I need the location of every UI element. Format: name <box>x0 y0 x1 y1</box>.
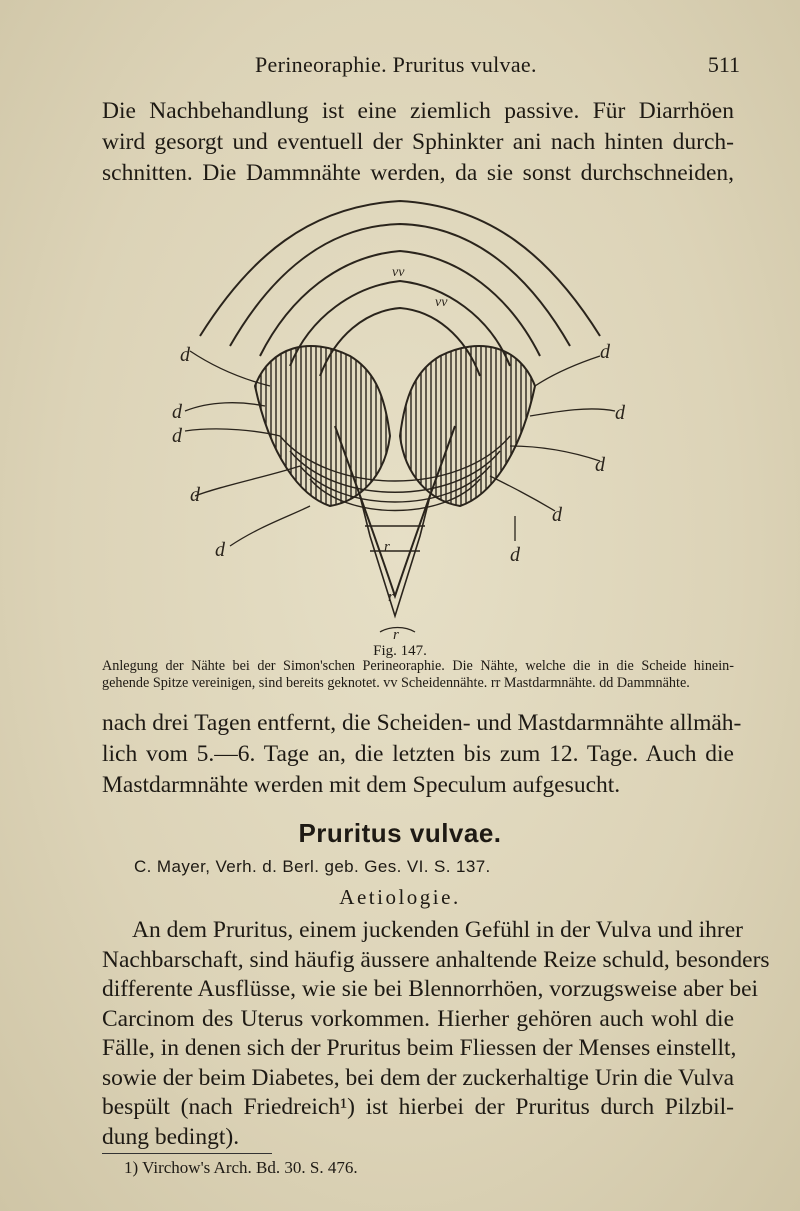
label-d: d <box>180 344 190 366</box>
text-line: Fälle, in denen sich der Pruritus beim Fliessen der Menses einstellt, <box>102 1035 737 1061</box>
figure-illustration <box>160 196 630 640</box>
text-line: dung bedingt). <box>102 1123 240 1150</box>
text-line: schnitten. Die Dammnähte werden, da sie sonst durchschneiden, <box>102 160 734 186</box>
label-d: d <box>510 544 520 566</box>
text-line: bespült (nach Friedreich¹) ist hierbei der Pruritus durch Pilzbil- <box>102 1094 734 1120</box>
label-d: d <box>190 484 200 506</box>
label-r: r <box>388 589 394 605</box>
paragraph-intro <box>102 96 734 189</box>
paragraph-continuation <box>102 708 742 801</box>
page-number: 511 <box>707 52 740 77</box>
paragraph-aetiology <box>102 916 770 1152</box>
running-title: Perineoraphie. Pruritus vulvae. <box>255 52 537 77</box>
left-lobe <box>255 346 390 506</box>
label-d: d <box>172 401 182 423</box>
text-line: Mastdarmnähte werden mit dem Speculum aufgesucht. <box>102 772 621 798</box>
text-line: wird gesorgt und eventuell der Sphinkter ani nach hinten durch- <box>102 129 734 155</box>
figure-label: Fig. 147. <box>373 643 427 659</box>
label-r: r <box>384 539 390 555</box>
label-vv: vv <box>435 295 448 310</box>
text-line: Die Nachbehandlung ist eine ziemlich passive. Für Diarrhöen <box>102 98 734 124</box>
label-r: r <box>393 627 399 640</box>
subheading: Aetiologie. <box>339 885 461 909</box>
label-d: d <box>215 539 225 561</box>
literature-reference: C. Mayer, Verh. d. Berl. geb. Ges. VI. S. 137. <box>134 857 491 876</box>
label-vv: vv <box>392 265 405 280</box>
running-head <box>100 52 740 82</box>
label-d: d <box>595 454 605 476</box>
caption-line: Anlegung der Nähte bei der Simon'schen Perineoraphie. Die Nähte, welche die in die Scheide hinein- <box>102 658 734 674</box>
label-d: d <box>172 425 182 447</box>
text-line: An dem Pruritus, einem juckenden Gefühl in der Vulva und ihrer <box>132 917 743 943</box>
label-d: d <box>600 341 610 363</box>
footnote-divider <box>102 1153 272 1154</box>
text-line: Carcinom des Uterus vorkommen. Hierher gehören auch wohl die <box>102 1005 734 1032</box>
text-line: differente Ausflüsse, wie sie bei Blennorrhöen, vorzugsweise aber bei <box>102 976 759 1002</box>
suture-diagram <box>160 196 630 640</box>
label-d: d <box>615 402 625 424</box>
text-line: Nachbarschaft, sind häufig äussere anhaltende Reize schuld, besonders <box>102 946 770 973</box>
text-line: nach drei Tagen entfernt, die Scheiden- und Mastdarmnähte allmäh- <box>102 710 742 736</box>
text-line: lich vom 5.—6. Tage an, die letzten bis zum 12. Tage. Auch die <box>102 741 734 767</box>
label-d: d <box>552 504 562 526</box>
caption-line: gehende Spitze vereinigen, sind bereits geknotet. vv Scheidennähte. rr Mastdarmnähte. dd Dammnähte. <box>102 675 690 691</box>
text-line: sowie der beim Diabetes, bei dem der zuckerhaltige Urin die Vulva <box>102 1064 734 1091</box>
section-title: Pruritus vulvae. <box>298 818 502 848</box>
right-lobe <box>400 346 535 506</box>
figure-caption <box>102 658 734 692</box>
footnote: 1) Virchow's Arch. Bd. 30. S. 476. <box>124 1158 358 1177</box>
